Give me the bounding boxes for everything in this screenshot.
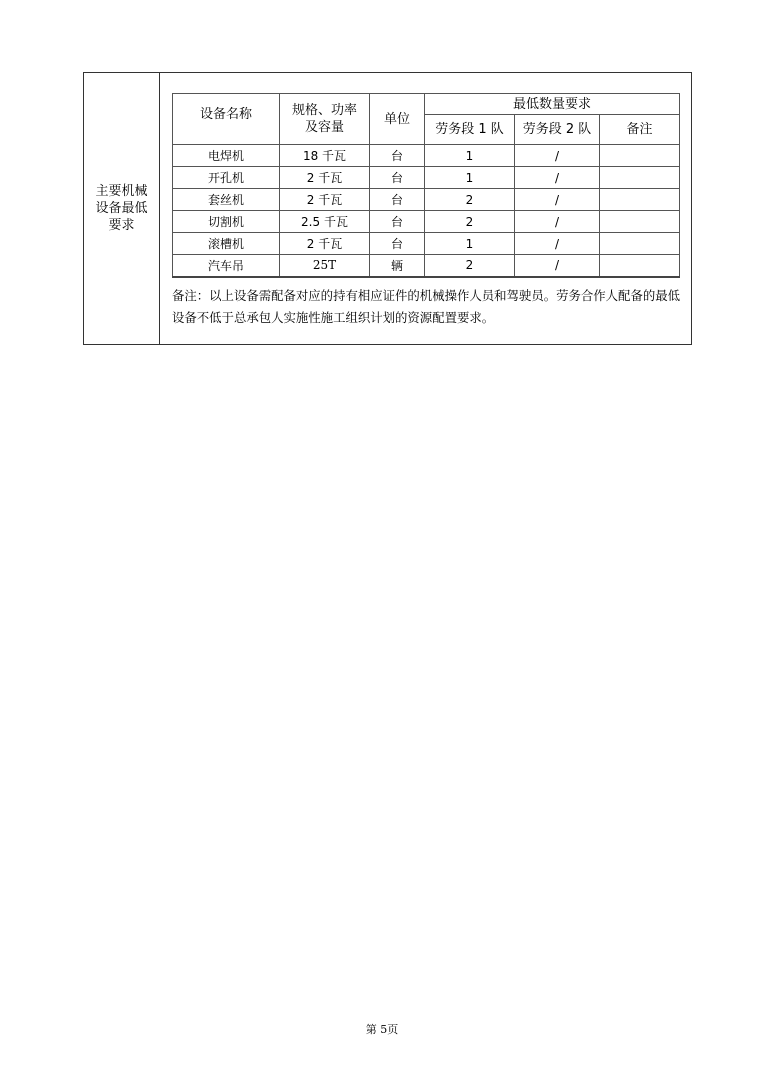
cell-team-2: /	[515, 189, 600, 211]
cell-unit: 台	[370, 211, 425, 233]
cell-unit: 辆	[370, 255, 425, 277]
header-min-quantity: 最低数量要求	[425, 94, 680, 115]
cell-spec: 2 千瓦	[280, 167, 370, 189]
cell-remark	[600, 145, 680, 167]
cell-team-1: 2	[425, 255, 515, 277]
cell-unit: 台	[370, 233, 425, 255]
cell-spec: 18 千瓦	[280, 145, 370, 167]
cell-name: 电焊机	[173, 145, 280, 167]
cell-name: 汽车吊	[173, 255, 280, 277]
cell-team-1: 2	[425, 189, 515, 211]
cell-team-1: 1	[425, 233, 515, 255]
table-row	[173, 255, 680, 277]
header-remark: 备注	[600, 115, 680, 145]
cell-spec: 2 千瓦	[280, 189, 370, 211]
table-header-row	[173, 94, 680, 115]
table-row	[173, 189, 680, 211]
cell-spec: 2 千瓦	[280, 233, 370, 255]
requirements-frame	[83, 72, 692, 345]
cell-team-2: /	[515, 233, 600, 255]
cell-remark	[600, 255, 680, 277]
header-spec: 规格、功率 及容量	[280, 94, 370, 145]
cell-team-2: /	[515, 211, 600, 233]
cell-name: 套丝机	[173, 189, 280, 211]
equipment-table	[172, 93, 680, 278]
cell-team-1: 1	[425, 145, 515, 167]
cell-spec: 25T	[280, 255, 370, 277]
cell-team-2: /	[515, 255, 600, 277]
cell-team-1: 1	[425, 167, 515, 189]
cell-name: 切割机	[173, 211, 280, 233]
cell-remark	[600, 233, 680, 255]
page-number: 第 5页	[365, 1023, 399, 1036]
cell-team-2: /	[515, 167, 600, 189]
cell-team-1: 2	[425, 211, 515, 233]
cell-name: 滚槽机	[173, 233, 280, 255]
cell-spec: 2.5 千瓦	[280, 211, 370, 233]
header-team-2: 劳务段 2 队	[515, 115, 600, 145]
cell-remark	[600, 167, 680, 189]
header-equipment-name: 设备名称	[173, 94, 280, 145]
table-row	[173, 145, 680, 167]
table-row	[173, 211, 680, 233]
cell-team-2: /	[515, 145, 600, 167]
frame-divider	[159, 73, 160, 344]
table-row	[173, 167, 680, 189]
header-team-1: 劳务段 1 队	[425, 115, 515, 145]
table-row	[173, 233, 680, 255]
cell-remark	[600, 211, 680, 233]
cell-remark	[600, 189, 680, 211]
cell-unit: 台	[370, 145, 425, 167]
cell-name: 开孔机	[173, 167, 280, 189]
section-label: 主要机械 设备最低 要求	[95, 184, 148, 233]
note-text: 备注：以上设备需配备对应的持有相应证件的机械操作人员和驾驶员。劳务合作人配备的最低设备不低于总承包人实施性施工组织计划的资源配置要求。	[172, 288, 681, 325]
cell-unit: 台	[370, 189, 425, 211]
cell-unit: 台	[370, 167, 425, 189]
header-unit: 单位	[370, 94, 425, 145]
